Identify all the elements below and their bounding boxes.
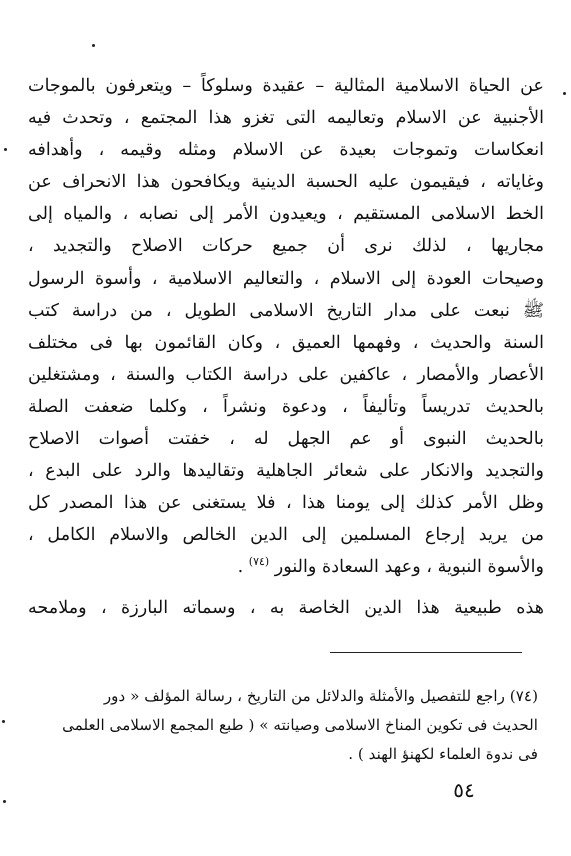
footnote-separator [330, 652, 522, 653]
page-number: ٥٤ [453, 778, 475, 802]
last-line-end: . [237, 557, 244, 578]
text-line: ﷺ نبعت على مدار التاريخ الاسلامى الطويل ، من دراسة كتب [28, 300, 544, 321]
text-line: هذه طبيعية هذا الدين الخاصة به ، وسماته البارزة ، وملامحه [28, 598, 544, 618]
footnote [40, 682, 538, 769]
second-paragraph [28, 592, 544, 624]
footnote-reference: (٧٤) [248, 555, 270, 569]
text-line: وغاياته ، فيقيمون عليه الحسبة الدينية ويكافحون هذا الانحراف عن [28, 172, 544, 193]
text-line: عن الحياة الاسلامية المثالية – عقيدة وسلوكاً – ويتعرفون بالموجات [28, 76, 544, 96]
text-line: الخط الاسلامى المستقيم ، ويعيدون الأمر إلى نصابه ، والمياه إلى [28, 204, 544, 225]
last-line-text: والأسوة النبوية ، وعهد السعادة والنور [274, 557, 544, 578]
text-line: الأجنبية عن الاسلام وتعاليمه التى تغزو هذا المجتمع ، وتحدث فيه [28, 108, 544, 129]
text-line: الأعصار والأمصار ، عاكفين على دراسة الكتاب والسنة ، ومشتغلين [28, 364, 544, 385]
scan-speck [4, 148, 7, 151]
text-line: بالحديث النبوى أو عم الجهل له ، خفتت أصوات الاصلاح [28, 429, 544, 450]
scan-speck [563, 92, 566, 95]
scan-speck [2, 720, 5, 723]
scan-speck [3, 800, 6, 803]
main-paragraph [28, 70, 544, 584]
text-line: وصيحات العودة إلى الاسلام ، والتعاليم الاسلامية ، وأسوة الرسول [28, 268, 544, 289]
text-line: السنة والحديث ، وفهمها العميق ، وكان القائمون بها فى مختلف [28, 332, 544, 353]
footnote-line: فى ندوة العلماء لكهنؤ الهند ) . [348, 745, 538, 763]
text-line: مجاريها ، لذلك نرى أن جميع حركات الاصلاح والتجديد ، [28, 236, 544, 257]
scan-speck [92, 44, 95, 47]
text-line: والتجديد والانكار على شعائر الجاهلية وتقاليدها والرد على البدع ، [28, 461, 544, 482]
text-line: من يريد إرجاع المسلمين إلى الدين الخالص والاسلام الكامل ، [28, 525, 544, 546]
text-line-last [28, 551, 544, 583]
footnote-line: الحديث فى تكوين المناخ الاسلامى وصيانته » ( طبع المجمع الاسلامى العلمى [62, 716, 538, 734]
text-line: بالحديث تدريساً وتأليفاً ، ودعوة ونشراً ، وكلما ضعفت الصلة [28, 396, 544, 417]
text-line: انعكاسات وتموجات بعيدة عن الاسلام ومثله وقيمه ، وأهدافه [28, 140, 544, 161]
text-line: وظل الأمر كذلك إلى يومنا هذا ، فلا يستغنى عن هذا المصدر كل [28, 493, 544, 514]
footnote-line: (٧٤) راجع للتفصيل والأمثلة والدلائل من التاريخ ، رسالة المؤلف « دور [103, 687, 538, 705]
